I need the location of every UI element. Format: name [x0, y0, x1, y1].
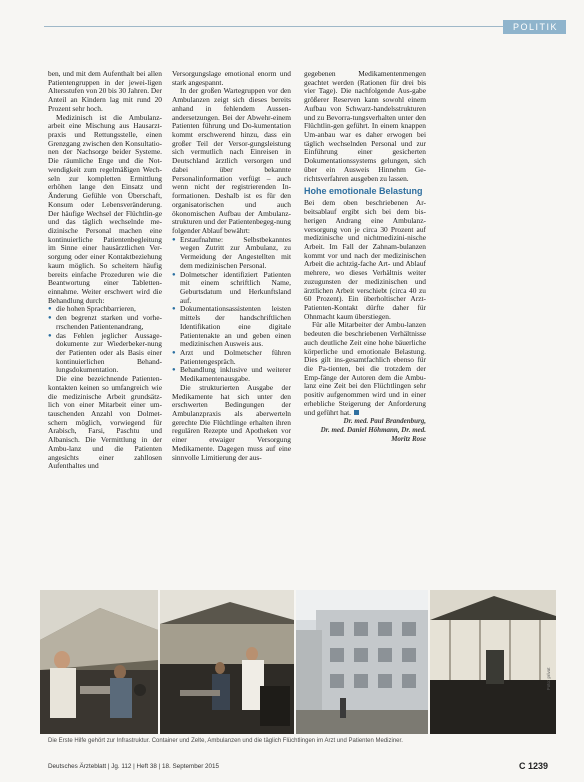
photo-caption: Die Erste Hilfe gehört zur Infrastruktur. Container und Zelte, Ambulanzen und die täglich Flüchtlingen im Arzt und Patienten Mediziner. [48, 738, 403, 744]
paragraph: Bei dem oben beschriebenen Ar-beitsablauf ergibt sich bei dem bis-herigen Andrang eine Ambulanz-versorgung von je circa 30 Prozent auf medizinische und nichtmedizini-nische Arbeit. Im Fall der Zahnam-bulanzen kommt vor und nach der medizinischen Arbeit die achtzig-fache Art- und Ablauf mehrere, wo dieses Verhältnis weiter zuzugunsten der medizinischen und ärztlichen Arbeit verschiebt (circa 40 zu 60 Prozent). Ein überholtischer Arzt-Patienten-Kontakt dürfte daher für Ohnmacht kaum überstiegen. [304, 198, 426, 321]
subheading: Hohe emotionale Belastung [304, 186, 423, 197]
paragraph: Medizinisch ist die Ambulanz-arbeit eine Mischung aus Hausarzt-praxis und Rettungsstelle, einen Grenzgang zwischen den Konsultatio-nen der Nachsorge beider Systeme. Die räumliche Enge und die Not-wendigkeit zum regelmäßigen Wech-seln zur kompletten Ermittlung erhöhen lange den Einsatz und Änderung Gefühle von Überschaft, Konsum oder Lebensveränderung. Der häufige Wechsel der Flüchtlin-ge und das täglich wechselnde me-dizinische Personal machen eine kontinuierliche Patientenbegleitung im Sinne einer hausärztlichen Ver-sorgung oder einer Kontaktbeziehung kaum möglich. So scheitern häufig bereits einfache Prozeduren wie die Beantwortung einer Tabletten-einnahme. Weiter erschwert wird die Behandlung durch: [48, 112, 162, 305]
paragraph [304, 321, 426, 417]
list-item: ● die hohen Sprachbarrieren, [48, 305, 162, 314]
journal-source: Deutsches Ärzteblatt | Jg. 112 | Heft 38 | 18. September 2015 [48, 763, 220, 770]
paragraph: Die eine bezeichnende Patienten-kontakten keinen so umfangreich wie die medizinische Arbeit grundsätz-lich von einer Mitarbeit einer um-tauschenden Anzahl von Dolmet-schern möglich, vorwiegend für Arabisch, Farsi, Paschtu und Albanisch. Die Vermittlung in der Ambu-lanz und die Patienten angesichts einer zahllosen Aufenthaltes und [48, 374, 162, 471]
bullet-list [48, 305, 162, 375]
list-item: ● den begrenzt starken und vorhe-rrschenden Patientenandrang, [48, 314, 162, 331]
column-2 [172, 70, 291, 462]
photo-tent-interior [40, 590, 158, 734]
list-item: ● Dolmetscher identifiziert Patienten mit einem schriftlich Name, Geburtsdatum und Herkunftsland auf. [172, 271, 291, 306]
list-item: ● Dokumentationsassistenten leisten mittels der handschriftlichen Identifikation eine digitale Patientenakte an und geben einen medizinischen Ausweis aus. [172, 305, 291, 349]
paragraph: gegebenen Medikamentenmengen geachtet werden (Rationen für drei bis vier Tage). Die nachfolgende Aus-gabe größerer Reserven kann sowohl einem Aufbau von Schwarz-handelsstrukturen und zu Bevorra-tungsverhalten unter den Flüchtlin-gen geführt. In einem knappen Um-anbau war es daher erwogen bei täglich wechselnden Personal und zur Einführung einer gesicherten Dokumentationssystems gelungen, sich über ein Ausweis Hinnehm Ge-richtsverfahren ausgeben zu lassen. [304, 69, 426, 183]
photo-credit: Foto: privat [546, 667, 551, 690]
page-header [0, 0, 584, 34]
paragraph: ben, und mit dem Aufenthalt bei allen Patientengruppen in der jewei-ligen Altersstufen von 20 bis 30 Jahren. Der Anteil an Kindern lag mit rund 20 Prozent sehr hoch. [48, 69, 162, 113]
photo-strip [40, 590, 556, 734]
paragraph-text: Für alle Mitarbeiter der Ambu-lanzen bedeuten die beschriebenen Verhältnisse auch deutliche Zeit eine hohe bäuerliche körperliche und emotionale Belastung. Dies gilt ins-gesamtfachlich ebenso für die Pa-tienten, bei die trotzdem der Emp-fänge der Autoren dem die Ambu-lanz eine Zeit bei den Flüchtlingen sehr positiv aufgenommen wird und in einer erhebliche Steigerung der Anforderung und geführt hat. [304, 320, 426, 417]
end-mark-icon [354, 410, 359, 415]
column-3 [304, 70, 426, 443]
list-item: ● Erstaufnahme: Selbstbekanntes wegen Zutritt zur Ambulanz, zu Vermeidung der Angestellten mit dem medizinischen Personal. [172, 236, 291, 271]
section-tag: POLITIK [503, 20, 566, 34]
paragraph: In der großen Wartegruppen vor den Ambulanzen zeigt sich dieses bereits anhand in fehlendem Aussen-andersetzungen. Bei der Abwehr-einem Patienten führung und Do-kumentation kommt erschwerend hinzu, dass ein großer Teil der Versor-gungsleistung sich vermutlich nach Einreisen in Deutschland ärztlich versorgen und dabei über bekannte Personalinformation verfügt – auch wenn nicht der registrierenden In-formationen. Deshalb ist es für den organisatorischen und auch ökonomischen Aufbau der Ambulanz-strukturen und der Patientenbegeg-nung folgender Ablauf bewährt: [172, 86, 291, 235]
author-line: Dr. med. Daniel Höhmann, Dr. med. Moritz Rose [320, 426, 426, 443]
list-item: ● Behandlung inklusive und weiterer Medikamentenausgabe. [172, 366, 291, 383]
header-rule [44, 26, 522, 27]
photo-treatment-area [160, 590, 294, 734]
photo-tent-row [430, 590, 556, 734]
page-footer [48, 761, 548, 771]
author-line: Dr. med. Paul Brandenburg, [343, 417, 426, 426]
photo-container-building [296, 590, 428, 734]
paragraph: Die strukturierten Ausgabe der Medikamente hat sich unter den erschwerten Bedingungen der Ambulanzpraxis als aberwerteln gerechte Die Flüchtlinge erhalten ihren regulären Rezepte und Apotheken vor einer etwaiger Versorgung Medikamente. Dagegen muss auf eine sinnvolle Limitierung der aus- [172, 382, 291, 462]
list-item: ● Arzt und Dolmetscher führen Patientengespräch. [172, 349, 291, 366]
page-number: C 1239 [518, 761, 548, 771]
bullet-list [172, 236, 291, 384]
column-1 [48, 70, 162, 471]
paragraph: Versorgungslage emotional enorm und stark angespannt. [172, 69, 291, 87]
list-item: ● das Fehlen jeglicher Aussage-dokumente zur Wiederbeker-nung der Patienten oder als Basis einer kontinuierlichen Behand-lungsdokumentation. [48, 332, 162, 376]
